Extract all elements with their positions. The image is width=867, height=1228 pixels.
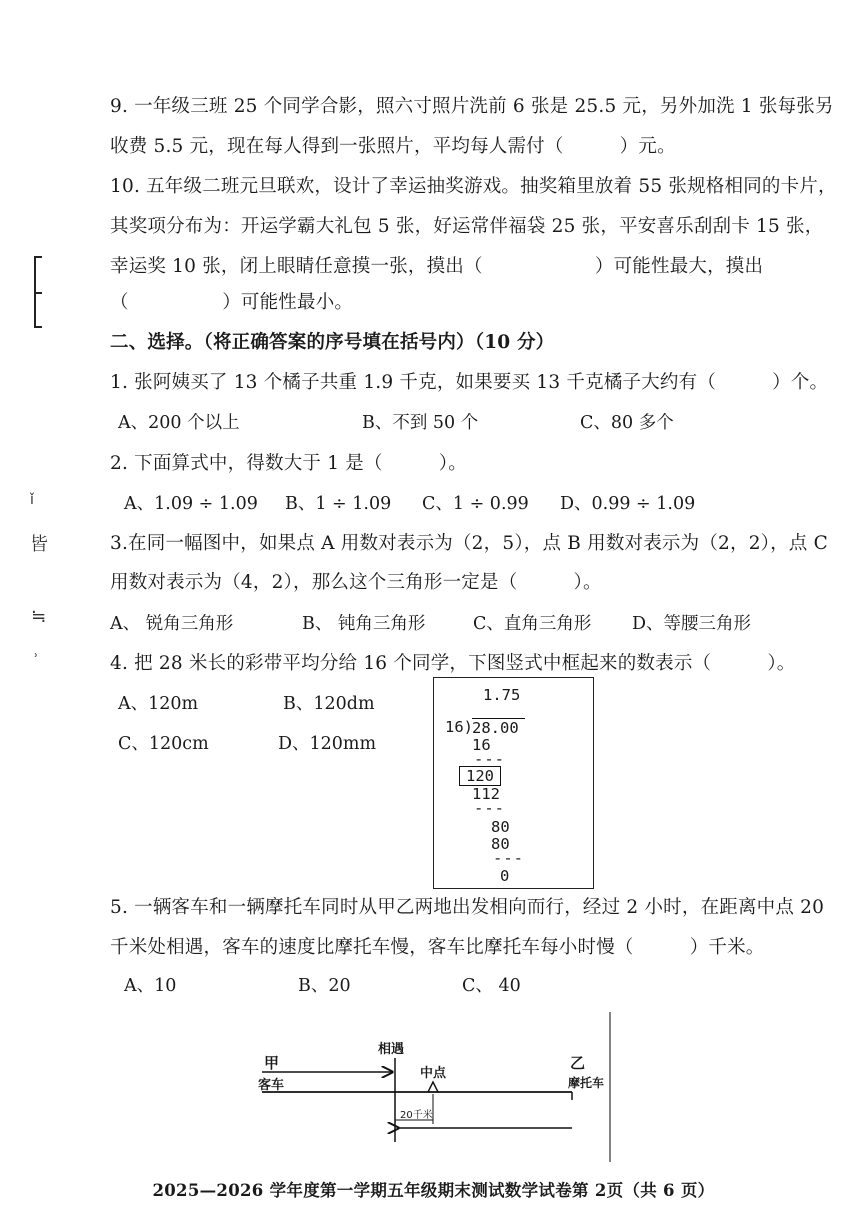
label-meeting: 相遇 xyxy=(378,1042,405,1057)
choice-2-option-a: A、1.09 ÷ 1.09 xyxy=(124,494,258,514)
choice-3-option-c: C、直角三角形 xyxy=(473,614,592,634)
page-footer: 2025—2026 学年度第一学期五年级期末测试数学试卷第 2页（共 6 页） xyxy=(152,1181,715,1200)
motion-diagram-lines xyxy=(250,1012,620,1168)
binding-bracket-lower xyxy=(34,292,42,328)
division-rule: --- xyxy=(493,849,524,867)
choice-5-option-a: A、10 xyxy=(124,976,177,996)
choice-2-option-b: B、1 ÷ 1.09 xyxy=(285,494,392,514)
binding-mark: ≒ xyxy=(31,606,47,627)
binding-mark: 皆 xyxy=(30,534,48,555)
midpoint-marker xyxy=(428,1082,438,1092)
division-divisor: 16) xyxy=(445,718,473,736)
choice-4-stem: 4. 把 28 米长的彩带平均分给 16 个同学，下图竖式中框起来的数表示（ ）。 xyxy=(110,653,796,674)
label-distance: 20千米 xyxy=(400,1110,433,1121)
choice-2-option-d: D、0.99 ÷ 1.09 xyxy=(560,494,696,514)
q10-line: 10. 五年级二班元旦联欢，设计了幸运抽奖游戏。抽奖箱里放着 55 张规格相同的卡片， xyxy=(110,176,837,197)
choice-5-line: 5. 一辆客车和一辆摩托车同时从甲乙两地出发相向而行，经过 2 小时，在距离中点 20 xyxy=(110,897,825,918)
choice-5-line: 千米处相遇，客车的速度比摩托车慢，客车比摩托车每小时慢（ ）千米。 xyxy=(110,937,765,958)
division-step: 16 xyxy=(472,736,491,754)
section-heading: 二、选择。（将正确答案的序号填在括号内）（10 分） xyxy=(110,332,555,353)
q9-line: 收费 5.5 元，现在每人得到一张照片，平均每人需付（ ）元。 xyxy=(110,136,676,157)
q10-line: 幸运奖 10 张，闭上眼睛任意摸一张，摸出（ ）可能性最大，摸出 xyxy=(110,256,764,277)
choice-3-line: 用数对表示为（4，2），那么这个三角形一定是（ ）。 xyxy=(110,572,602,593)
binding-bracket-upper xyxy=(34,256,42,294)
choice-5-option-c: C、 40 xyxy=(462,976,521,996)
choice-4-option-b: B、120dm xyxy=(283,694,375,714)
binding-mark: ǐ xyxy=(30,492,34,508)
q9-line: 9. 一年级三班 25 个同学合影，照六寸照片洗前 6 张是 25.5 元，另外加洗 1 张每张另 xyxy=(110,96,834,117)
binding-mark: ʾ xyxy=(34,652,39,668)
division-step: 80 xyxy=(491,818,510,836)
choice-3-option-d: D、等腰三角形 xyxy=(632,614,752,634)
division-rule: --- xyxy=(474,750,505,768)
motion-diagram xyxy=(250,1012,620,1168)
division-boxed-number: 120 xyxy=(459,766,501,786)
division-remainder: 0 xyxy=(500,867,510,885)
choice-1-stem: 1. 张阿姨买了 13 个橘子共重 1.9 千克，如果要买 13 千克橘子大约有（ ）个。 xyxy=(110,372,829,393)
choice-1-option-a: A、200 个以上 xyxy=(118,413,240,433)
label-jia: 甲 xyxy=(264,1054,280,1072)
division-step: 80 xyxy=(491,835,510,853)
choice-2-option-c: C、1 ÷ 0.99 xyxy=(422,494,529,514)
q10-line: （ ）可能性最小。 xyxy=(110,292,354,313)
choice-2-stem: 2. 下面算式中，得数大于 1 是（ ）。 xyxy=(110,453,467,474)
division-rule: --- xyxy=(474,799,505,817)
label-bus: 客车 xyxy=(258,1078,285,1093)
long-division-figure xyxy=(433,677,594,889)
choice-1-option-b: B、不到 50 个 xyxy=(362,413,479,433)
choice-4-option-d: D、120mm xyxy=(278,734,377,754)
choice-1-option-c: C、80 多个 xyxy=(580,413,674,433)
label-yi: 乙 xyxy=(570,1054,586,1072)
choice-3-line: 3.在同一幅图中，如果点 A 用数对表示为（2，5），点 B 用数对表示为（2，2），点 C xyxy=(110,533,828,554)
choice-4-option-a: A、120m xyxy=(118,694,199,714)
division-step: 112 xyxy=(472,785,500,803)
label-motorcycle: 摩托车 xyxy=(568,1076,605,1090)
choice-4-option-c: C、120cm xyxy=(118,734,209,754)
division-quotient: 1.75 xyxy=(483,686,521,704)
label-midpoint: 中点 xyxy=(420,1066,447,1081)
choice-3-option-a: A、 锐角三角形 xyxy=(110,614,234,634)
choice-3-option-b: B、 钝角三角形 xyxy=(302,614,426,634)
division-dividend: 28.00 xyxy=(472,718,525,737)
choice-5-option-b: B、20 xyxy=(298,976,351,996)
q10-line: 其奖项分布为：开运学霸大礼包 5 张，好运常伴福袋 25 张，平安喜乐刮刮卡 15 张， xyxy=(110,216,824,237)
